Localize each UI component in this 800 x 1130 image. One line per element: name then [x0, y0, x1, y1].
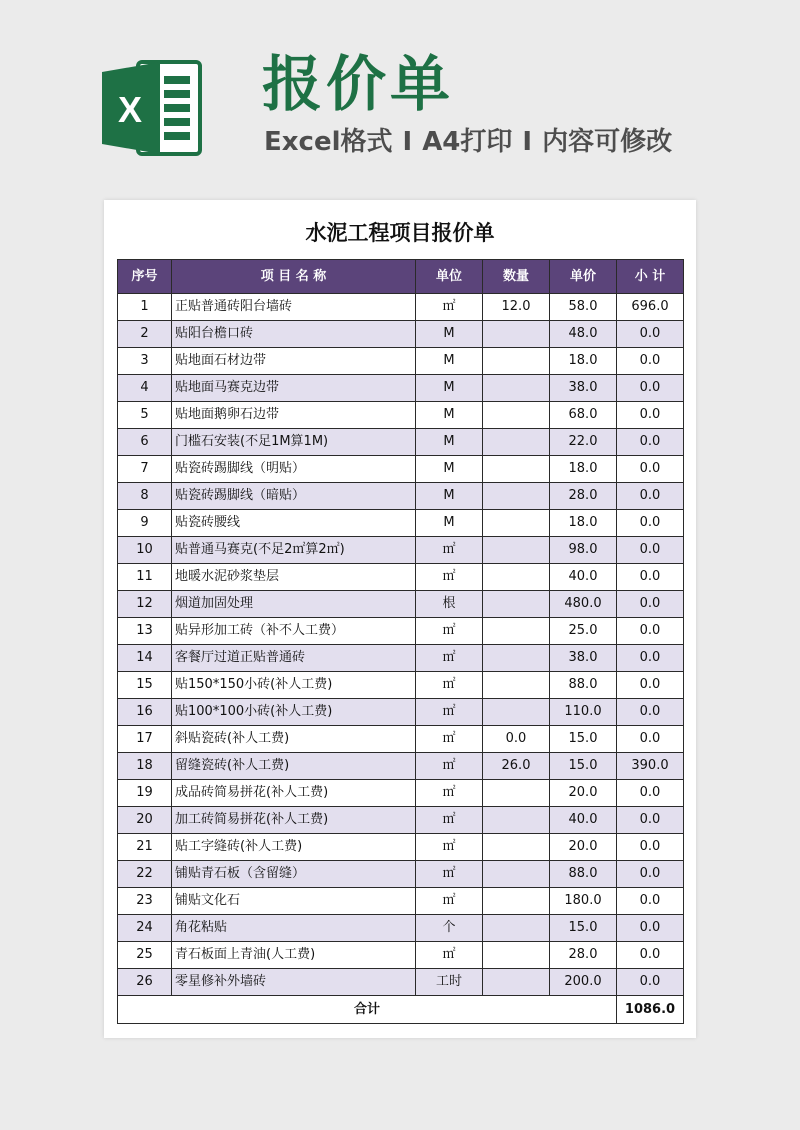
row-subtotal: 696.0 [617, 294, 684, 321]
table-row [118, 510, 684, 537]
row-name: 零星修补外墙砖 [172, 969, 416, 996]
header-unit: 单位 [416, 260, 483, 294]
row-subtotal: 0.0 [617, 645, 684, 672]
row-name: 正贴普通砖阳台墙砖 [172, 294, 416, 321]
quote-sheet [104, 200, 696, 1038]
row-qty [483, 699, 550, 726]
row-unit: M [416, 321, 483, 348]
quote-table [117, 259, 684, 1024]
table-row [118, 456, 684, 483]
row-subtotal: 0.0 [617, 321, 684, 348]
banner-subtitle [264, 124, 672, 160]
header-no: 序号 [118, 260, 172, 294]
row-unit: ㎡ [416, 942, 483, 969]
row-price: 88.0 [550, 861, 617, 888]
table-row [118, 915, 684, 942]
row-price: 88.0 [550, 672, 617, 699]
row-unit: M [416, 483, 483, 510]
table-row [118, 591, 684, 618]
row-unit: M [416, 375, 483, 402]
table-row [118, 753, 684, 780]
row-subtotal: 0.0 [617, 618, 684, 645]
row-subtotal: 0.0 [617, 456, 684, 483]
row-subtotal: 0.0 [617, 834, 684, 861]
row-price: 180.0 [550, 888, 617, 915]
row-no: 16 [118, 699, 172, 726]
row-price: 20.0 [550, 834, 617, 861]
banner-title: 报价单 [262, 50, 454, 120]
row-name: 留缝瓷砖(补人工费) [172, 753, 416, 780]
row-price: 22.0 [550, 429, 617, 456]
row-price: 18.0 [550, 510, 617, 537]
row-subtotal: 0.0 [617, 942, 684, 969]
row-name: 烟道加固处理 [172, 591, 416, 618]
row-name: 贴100*100小砖(补人工费) [172, 699, 416, 726]
row-qty [483, 321, 550, 348]
total-label: 合计 [118, 996, 617, 1024]
table-row [118, 429, 684, 456]
row-no: 21 [118, 834, 172, 861]
row-subtotal: 0.0 [617, 483, 684, 510]
row-qty: 26.0 [483, 753, 550, 780]
row-qty [483, 834, 550, 861]
row-qty [483, 591, 550, 618]
table-row [118, 780, 684, 807]
row-name: 角花粘贴 [172, 915, 416, 942]
row-price: 40.0 [550, 807, 617, 834]
excel-logo-icon [100, 58, 204, 158]
table-row [118, 294, 684, 321]
table-row [118, 942, 684, 969]
row-name: 贴阳台檐口砖 [172, 321, 416, 348]
row-qty [483, 942, 550, 969]
row-no: 2 [118, 321, 172, 348]
table-row [118, 375, 684, 402]
row-subtotal: 0.0 [617, 402, 684, 429]
table-header-row [118, 260, 684, 294]
row-no: 17 [118, 726, 172, 753]
row-subtotal: 0.0 [617, 726, 684, 753]
row-no: 6 [118, 429, 172, 456]
row-subtotal: 0.0 [617, 780, 684, 807]
row-no: 11 [118, 564, 172, 591]
row-unit: ㎡ [416, 699, 483, 726]
table-row [118, 618, 684, 645]
table-row [118, 699, 684, 726]
row-subtotal: 0.0 [617, 348, 684, 375]
table-row [118, 861, 684, 888]
row-qty [483, 564, 550, 591]
row-subtotal: 0.0 [617, 861, 684, 888]
row-price: 20.0 [550, 780, 617, 807]
row-unit: ㎡ [416, 726, 483, 753]
table-row [118, 564, 684, 591]
row-no: 23 [118, 888, 172, 915]
table-row [118, 537, 684, 564]
row-price: 58.0 [550, 294, 617, 321]
row-no: 25 [118, 942, 172, 969]
row-unit: ㎡ [416, 564, 483, 591]
row-no: 3 [118, 348, 172, 375]
row-no: 24 [118, 915, 172, 942]
row-no: 26 [118, 969, 172, 996]
row-no: 22 [118, 861, 172, 888]
row-qty [483, 429, 550, 456]
row-name: 贴地面鹅卵石边带 [172, 402, 416, 429]
row-price: 28.0 [550, 483, 617, 510]
row-subtotal: 0.0 [617, 564, 684, 591]
row-price: 110.0 [550, 699, 617, 726]
row-unit: ㎡ [416, 861, 483, 888]
row-subtotal: 0.0 [617, 969, 684, 996]
row-unit: ㎡ [416, 807, 483, 834]
row-subtotal: 0.0 [617, 537, 684, 564]
row-price: 15.0 [550, 915, 617, 942]
sheet-title: 水泥工程项目报价单 [305, 221, 495, 245]
table-row [118, 402, 684, 429]
row-name: 贴工字缝砖(补人工费) [172, 834, 416, 861]
row-price: 98.0 [550, 537, 617, 564]
row-price: 38.0 [550, 375, 617, 402]
table-row [118, 807, 684, 834]
row-name: 地暖水泥砂浆垫层 [172, 564, 416, 591]
row-no: 9 [118, 510, 172, 537]
row-name: 贴普通马赛克(不足2㎡算2㎡) [172, 537, 416, 564]
row-name: 客餐厅过道正贴普通砖 [172, 645, 416, 672]
row-qty [483, 537, 550, 564]
table-row [118, 321, 684, 348]
subtitle-separator: I [402, 127, 413, 157]
row-unit: ㎡ [416, 888, 483, 915]
row-unit: M [416, 510, 483, 537]
row-name: 贴瓷砖踢脚线（明贴） [172, 456, 416, 483]
row-no: 1 [118, 294, 172, 321]
row-unit: ㎡ [416, 780, 483, 807]
row-no: 8 [118, 483, 172, 510]
row-unit: ㎡ [416, 294, 483, 321]
row-qty: 0.0 [483, 726, 550, 753]
row-unit: 个 [416, 915, 483, 942]
header-qty: 数量 [483, 260, 550, 294]
excel-logo-letter: X [117, 89, 143, 130]
row-no: 10 [118, 537, 172, 564]
row-no: 19 [118, 780, 172, 807]
row-subtotal: 0.0 [617, 510, 684, 537]
row-name: 贴瓷砖腰线 [172, 510, 416, 537]
row-name: 门槛石安装(不足1M算1M) [172, 429, 416, 456]
table-row [118, 888, 684, 915]
subtitle-format: Excel格式 [264, 127, 393, 157]
header-name: 项 目 名 称 [172, 260, 416, 294]
row-qty [483, 348, 550, 375]
table-row [118, 726, 684, 753]
row-price: 15.0 [550, 726, 617, 753]
row-qty [483, 510, 550, 537]
row-name: 成品砖简易拼花(补人工费) [172, 780, 416, 807]
row-qty [483, 483, 550, 510]
row-no: 5 [118, 402, 172, 429]
subtitle-print: A4打印 [422, 127, 513, 157]
header-subtotal: 小 计 [617, 260, 684, 294]
subtitle-editable: 内容可修改 [542, 127, 673, 157]
row-qty [483, 375, 550, 402]
table-row [118, 969, 684, 996]
table-row [118, 672, 684, 699]
row-no: 15 [118, 672, 172, 699]
row-qty [483, 645, 550, 672]
row-qty [483, 618, 550, 645]
row-price: 18.0 [550, 348, 617, 375]
row-no: 20 [118, 807, 172, 834]
subtitle-separator: I [522, 127, 533, 157]
row-no: 4 [118, 375, 172, 402]
row-subtotal: 0.0 [617, 375, 684, 402]
row-unit: ㎡ [416, 537, 483, 564]
row-unit: ㎡ [416, 645, 483, 672]
row-qty [483, 888, 550, 915]
row-no: 12 [118, 591, 172, 618]
header-price: 单价 [550, 260, 617, 294]
row-name: 贴地面马赛克边带 [172, 375, 416, 402]
row-qty [483, 915, 550, 942]
row-price: 48.0 [550, 321, 617, 348]
row-unit: M [416, 429, 483, 456]
table-row [118, 348, 684, 375]
row-price: 40.0 [550, 564, 617, 591]
row-unit: M [416, 348, 483, 375]
row-unit: ㎡ [416, 753, 483, 780]
row-subtotal: 0.0 [617, 807, 684, 834]
row-subtotal: 0.0 [617, 591, 684, 618]
row-subtotal: 0.0 [617, 888, 684, 915]
row-price: 38.0 [550, 645, 617, 672]
row-price: 18.0 [550, 456, 617, 483]
row-unit: M [416, 402, 483, 429]
table-row [118, 483, 684, 510]
row-name: 铺贴青石板（含留缝） [172, 861, 416, 888]
row-name: 贴异形加工砖（补不人工费） [172, 618, 416, 645]
row-subtotal: 0.0 [617, 429, 684, 456]
total-row [118, 996, 684, 1024]
row-unit: M [416, 456, 483, 483]
row-subtotal: 0.0 [617, 699, 684, 726]
row-name: 贴地面石材边带 [172, 348, 416, 375]
row-qty [483, 861, 550, 888]
row-price: 200.0 [550, 969, 617, 996]
row-subtotal: 0.0 [617, 672, 684, 699]
row-qty [483, 969, 550, 996]
row-price: 15.0 [550, 753, 617, 780]
total-value: 1086.0 [617, 996, 684, 1024]
table-row [118, 645, 684, 672]
row-subtotal: 0.0 [617, 915, 684, 942]
row-qty [483, 402, 550, 429]
row-qty: 12.0 [483, 294, 550, 321]
row-name: 贴150*150小砖(补人工费) [172, 672, 416, 699]
row-unit: 工时 [416, 969, 483, 996]
row-name: 贴瓷砖踢脚线（暗贴） [172, 483, 416, 510]
row-price: 28.0 [550, 942, 617, 969]
table-row [118, 834, 684, 861]
row-name: 铺贴文化石 [172, 888, 416, 915]
row-no: 7 [118, 456, 172, 483]
row-unit: ㎡ [416, 834, 483, 861]
row-unit: 根 [416, 591, 483, 618]
row-no: 14 [118, 645, 172, 672]
row-no: 18 [118, 753, 172, 780]
row-price: 480.0 [550, 591, 617, 618]
row-qty [483, 780, 550, 807]
row-name: 斜贴瓷砖(补人工费) [172, 726, 416, 753]
row-qty [483, 807, 550, 834]
row-unit: ㎡ [416, 672, 483, 699]
row-name: 加工砖简易拼花(补人工费) [172, 807, 416, 834]
row-price: 68.0 [550, 402, 617, 429]
row-qty [483, 456, 550, 483]
row-name: 青石板面上青油(人工费) [172, 942, 416, 969]
row-price: 25.0 [550, 618, 617, 645]
row-unit: ㎡ [416, 618, 483, 645]
row-no: 13 [118, 618, 172, 645]
row-qty [483, 672, 550, 699]
row-subtotal: 390.0 [617, 753, 684, 780]
